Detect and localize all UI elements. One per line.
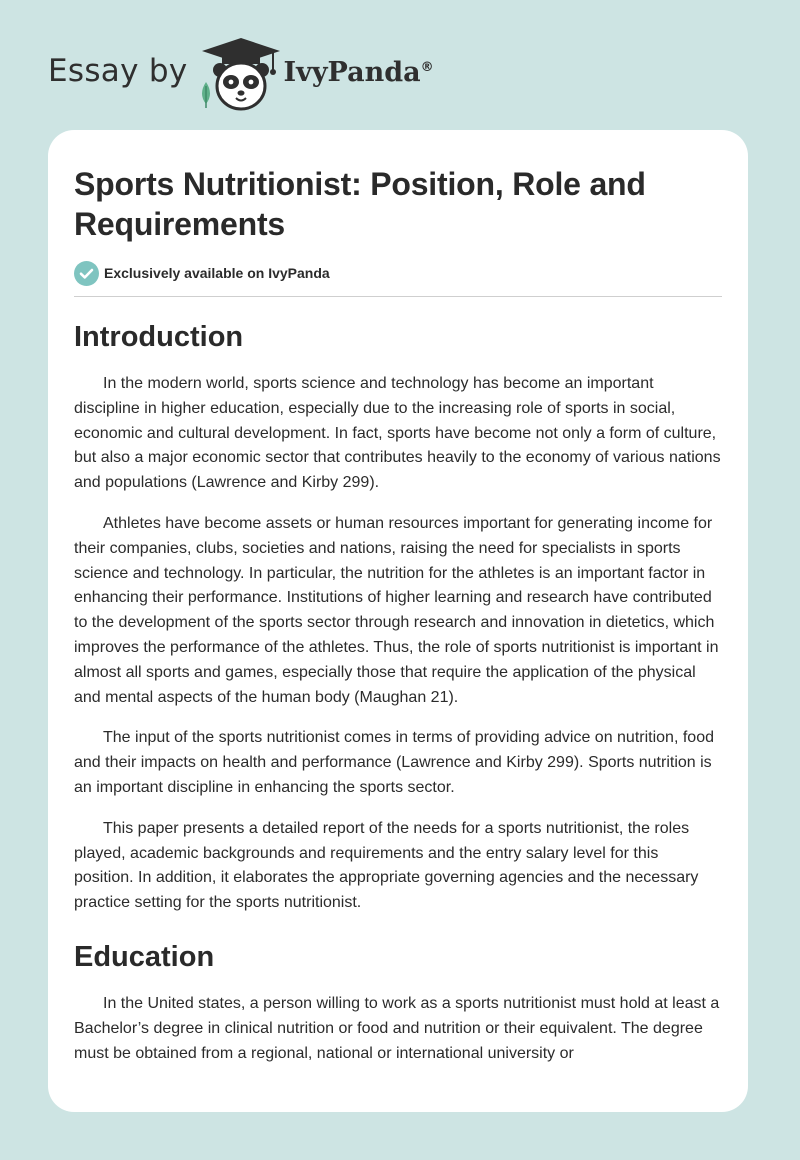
section-heading: Education — [74, 940, 215, 973]
section-education — [74, 939, 722, 1066]
brand-header — [48, 34, 434, 114]
paragraph: The input of the sports nutritionist comes in terms of providing advice on nutrition, food and their impacts on health and performance (Lawrence and Kirby 299). Sports nutrition is an important discipline in enhancing the sports sector. — [74, 729, 714, 796]
section-heading: Introduction — [74, 321, 244, 353]
paragraph: Athletes have become assets or human resources important for generating income for their companies, clubs, societies and nations, raising the need for specialists in sports science and technology. In particular, the nutrition for the athletes is an important factor in enhancing their performance. Institutions of higher learning and research have contributed to the development of the sports sector through research and innovation in dietetics, which improves the performance of the athletes. Thus, the role of sports nutritionist is important in almost all sports and games, especially those that require the application of the physical and mental aspects of the human body (Maughan 21). — [74, 514, 719, 706]
paragraph: This paper presents a detailed report of the needs for a sports nutritionist, the roles played, academic backgrounds and requirements and the entry salary level for this position. In addition, it elaborates the appropriate governing agencies and the necessary practice setting for the sports nutritionist. — [74, 819, 699, 912]
exclusive-badge — [74, 260, 722, 286]
brand-name[interactable] — [284, 57, 434, 88]
check-circle-icon — [74, 261, 99, 286]
exclusive-label: Exclusively available on IvyPanda — [104, 265, 330, 281]
essay-title: Sports Nutritionist: Position, Role and Requirements — [74, 166, 646, 242]
panda-graduate-icon[interactable] — [196, 34, 286, 114]
essay-card — [48, 130, 748, 1112]
registered-mark: ® — [420, 59, 434, 75]
section-introduction — [74, 319, 722, 916]
paragraph: In the United states, a person willing to work as a sports nutritionist must hold at least a Bachelor’s degree in clinical nutrition or food and nutrition or their equivalent. The degree must be obtained from a regional, national or international university or — [74, 994, 720, 1062]
brand-name-text: IvyPanda — [283, 56, 421, 88]
brand-prefix: Essay by — [48, 53, 188, 89]
paragraph: In the modern world, sports science and technology has become an important discipline in higher education, especially due to the increasing role of sports in social, economic and cultural development. In fact, sports have become not only a form of culture, but also a major economic sector that contributes heavily to the economy of various nations and populations (Lawrence and Kirby 299). — [74, 375, 721, 492]
divider — [74, 296, 722, 297]
